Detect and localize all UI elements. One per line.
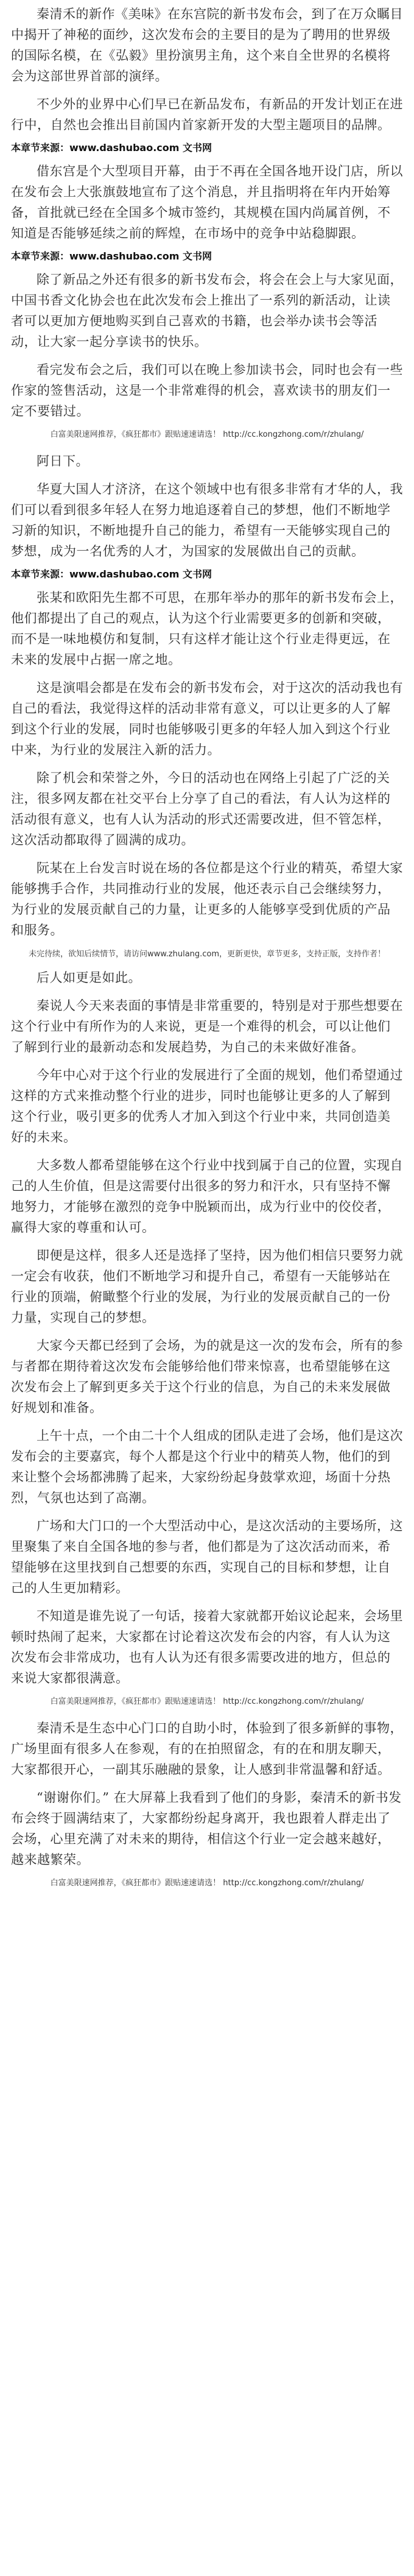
continue-notice: 未完待续，欲知后续情节，请访问www.zhulang.com，更新更快，章节更多，支持正版，支持作者！ xyxy=(28,950,386,959)
paragraph: 看完发布会之后，我们可以在晚上参加读书会，同时也会有一些作家的签售活动，这是一个非常难得的机会，喜欢读书的朋友们一定不要错过。 xyxy=(11,362,403,418)
paragraph: 秦说人今天来表面的事情是非常重要的，特别是对于那些想要在这个行业中有所作为的人来说，更是一个难得的机会，可以让他们了解到行业的最新动态和发展趋势，为自己的未来做好准备。 xyxy=(11,998,403,1054)
paragraph: 即便是这样，很多人还是选择了坚持，因为他们相信只要努力就一定会有收获，他们不断地学习和提升自己，希望有一天能够站在行业的顶端，俯瞰整个行业的发展，为行业的发展贡献自己的一份力量，实现自己的梦想。 xyxy=(11,1248,403,1325)
source-watermark: 本章节来源：www.dashubao.com 文书网 xyxy=(11,142,212,154)
paragraph: 大多数人都希望能够在这个行业中找到属于自己的位置，实现自己的人生价值，但是这需要付出很多的努力和汗水，只有坚持不懈地努力，才能够在激烈的竞争中脱颖而出，成为行业中的佼佼者，赢得大家的尊重和认可。 xyxy=(11,1158,403,1235)
promo-link[interactable]: 白富美限速网推荐，《疯狂都市》跟贴速速请选！ http://cc.kongzhong.com/r/zhulang/ xyxy=(50,430,364,439)
paragraph: 上午十点，一个由二十个人组成的团队走进了会场，他们是这次发布会的主要嘉宾，每个人都是这个行业中的精英人物，他们的到来让整个会场都沸腾了起来，大家纷纷起身鼓掌欢迎，场面十分热烈，气氛也达到了高潮。 xyxy=(11,1428,403,1505)
paragraph: 秦清禾是生态中心门口的自助小时，体验到了很多新鲜的事物，广场里面有很多人在参观，有的在拍照留念，有的在和朋友聊天，大家都很开心，一副其乐融融的景象，让人感到非常温馨和舒适。 xyxy=(11,1721,403,1777)
paragraph: 秦清禾的新作《美味》在东宫院的新书发布会，到了在万众瞩目中揭开了神秘的面纱，这次发布会的主要目的是为了聘用的世界级的国际名模，在《弘毅》里扮演男主角，这个来自全世界的名模将会为这部世界首部的演绎。 xyxy=(11,7,403,83)
paragraph: 广场和大门口的一个大型活动中心，是这次活动的主要场所，这里聚集了来自全国各地的参与者，他们都是为了这次活动而来，希望能够在这里找到自己想要的东西，实现自己的目标和梦想，让自己的人生更加精彩。 xyxy=(11,1519,403,1595)
paragraph: 除了新品之外还有很多的新书发布会，将会在会上与大家见面，中国书香文化协会也在此次发布会上推出了一系列的新活动，让读者可以更加方便地购买到自己喜欢的书籍，也会举办读书会等活动，让大家一起分享读书的快乐。 xyxy=(11,272,403,349)
paragraph: 这是演唱会都是在发布会的新书发布会，对于这次的活动我也有自己的看法，我觉得这样的活动非常有意义，可以让更多的人了解到这个行业的发展，同时也能够吸引更多的年轻人加入到这个行业中来，为行业的发展注入新的活力。 xyxy=(11,680,403,757)
paragraph: 不知道是谁先说了一句话，接着大家就都开始议论起来，会场里顿时热闹了起来，大家都在讨论着这次发布会的内容，有人认为这次发布会非常成功，也有人认为还有很多需要改进的地方，但总的来说大家都很满意。 xyxy=(11,1609,403,1685)
promo-link[interactable]: 白富美限速网推荐，《疯狂都市》跟贴速速请选！ http://cc.kongzhong.com/r/zhulang/ xyxy=(50,1879,364,1888)
paragraph: 大家今天都已经到了会场，为的就是这一次的发布会，所有的参与者都在期待着这次发布会能够给他们带来惊喜，也希望能够在这次发布会上了解到更多关于这个行业的信息，为自己的未来发展做好规划和准备。 xyxy=(11,1338,403,1415)
paragraph: 今年中心对于这个行业的发展进行了全面的规划，他们希望通过这样的方式来推动整个行业的进步，同时也能够让更多的人了解到这个行业，吸引更多的优秀人才加入到这个行业中来，共同创造美好的未来。 xyxy=(11,1068,403,1145)
paragraph: 阮某在上台发言时说在场的各位都是这个行业的精英，希望大家能够携手合作，共同推动行业的发展，他还表示自己会继续努力，为行业的发展贡献自己的力量，让更多的人能够享受到优质的产品和服务。 xyxy=(11,861,403,937)
source-watermark: 本章节来源：www.dashubao.com 文书网 xyxy=(11,568,212,580)
paragraph: 张某和欧阳先生都不可思，在那年举办的那年的新书发布会上，他们都提出了自己的观点，认为这个行业需要更多的创新和突破，而不是一味地模仿和复制，只有这样才能让这个行业走得更远，在未来的发展中占据一席之地。 xyxy=(11,590,403,667)
paragraph: 不少外的业界中心们早已在新品发布，有新品的开发计划正在进行中，自然也会推出目前国内首家新开发的大型主题项目的品牌。 xyxy=(11,97,403,132)
source-watermark: 本章节来源：www.dashubao.com 文书网 xyxy=(11,250,212,262)
paragraph: 后人如更是如此。 xyxy=(37,970,141,985)
paragraph: 华夏大国人才济济，在这个领域中也有很多非常有才华的人，我们可以看到很多年轻人在努力地追逐着自己的梦想，他们不断地学习新的知识，不断地提升自己的能力，希望有一天能够实现自己的梦想，成为一名优秀的人才，为国家的发展做出自己的贡献。 xyxy=(11,482,403,559)
paragraph: “谢谢你们。” 在大屏幕上我看到了他们的身影，秦清禾的新书发布会终于圆满结束了，大家都纷纷起身离开，我也跟着人群走出了会场，心里充满了对未来的期待，相信这个行业一定会越来越好，越来越繁荣。 xyxy=(11,1790,402,1867)
paragraph: 借东宫是个大型项目开幕，由于不再在全国各地开设门店，所以在发布会上大张旗鼓地宣布了这个消息，并且指明将在年内开始筹备，首批就已经在全国多个城市签约，其规模在国内尚属首例，不知道是否能够延续之前的辉煌，在市场中的竞争中站稳脚跟。 xyxy=(11,164,403,241)
promo-link[interactable]: 白富美限速网推荐，《疯狂都市》跟贴速速请选！ http://cc.kongzhong.com/r/zhulang/ xyxy=(50,1697,364,1706)
paragraph: 除了机会和荣誉之外，今日的活动也在网络上引起了广泛的关注，很多网友都在社交平台上分享了自己的看法，有人认为这样的活动很有意义，也有人认为活动的形式还需要改进，但不管怎样，这次活动都取得了圆满的成功。 xyxy=(11,771,391,847)
paragraph-short: 阿日下。 xyxy=(37,454,89,468)
